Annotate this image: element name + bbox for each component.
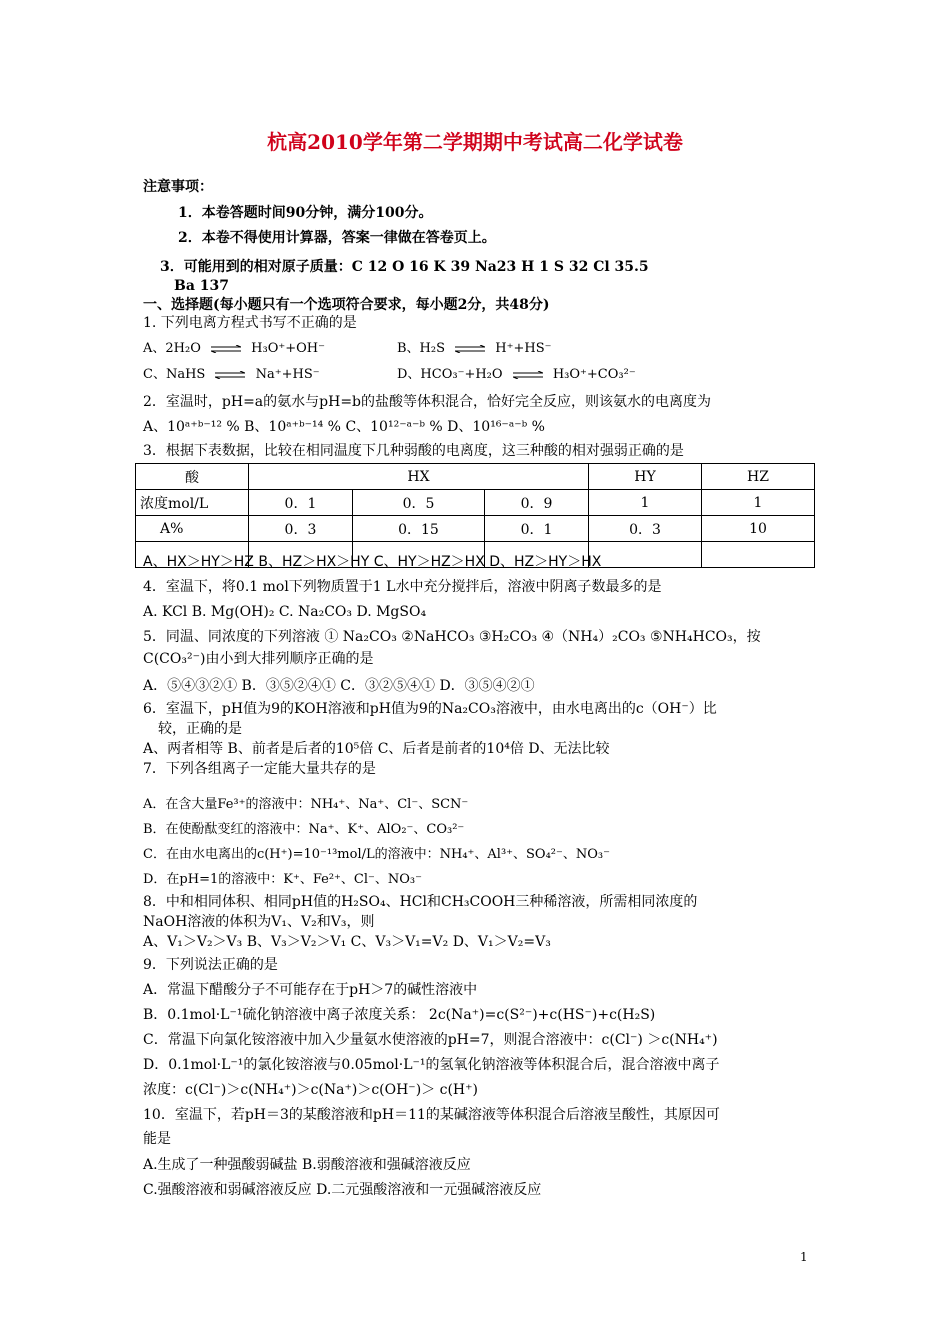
equilibrium-arrow-icon (211, 345, 241, 353)
table-cell: HZ (702, 464, 815, 490)
q4-stem: 4．室温下，将0.1 mol下列物质置于1 L水中充分搅拌后，溶液中阴离子数最多的是 (143, 579, 662, 595)
note-2: 2．本卷不得使用计算器，答案一律做在答卷页上。 (178, 230, 496, 246)
q8-stem-cont: NaOH溶液的体积为V₁、V₂和V₃，则 (143, 914, 375, 930)
q10-stem-cont: 能是 (143, 1131, 171, 1147)
q7-option-b: B．在使酚酞变红的溶液中：Na⁺、K⁺、AlO₂⁻、CO₃²⁻ (143, 822, 465, 837)
q10-options-cd: C.强酸溶液和弱碱溶液反应 D.二元强酸溶液和一元强碱溶液反应 (143, 1182, 542, 1198)
equilibrium-arrow-icon (513, 371, 543, 379)
q1-c-left: C、NaHS (143, 367, 206, 382)
notes-heading: 注意事项： (143, 179, 213, 195)
q10-options-ab: A.生成了一种强酸弱碱盐 B.弱酸溶液和强碱溶液反应 (143, 1157, 471, 1173)
q1-b-left: B、H₂S (397, 341, 446, 356)
q6-stem: 6．室温下，pH值为9的KOH溶液和pH值为9的Na₂CO₃溶液中，由水电离出的c（OH⁻）比 (143, 701, 717, 717)
q9-option-d: D．0.1mol·L⁻¹的氯化铵溶液与0.05mol·L⁻¹的氢氧化钠溶液等体积混合后，混合溶液中离子 (143, 1057, 720, 1073)
q6-options: A、两者相等 B、前者是后者的10⁵倍 C、后者是前者的10⁴倍 D、无法比较 (143, 741, 610, 757)
table-cell: 1 (702, 490, 815, 516)
q9-option-d-cont: 浓度：c(Cl⁻)＞c(NH₄⁺)＞c(Na⁺)＞c(OH⁻)＞ c(H⁺) (143, 1082, 478, 1098)
q5-stem: 5．同温、同浓度的下列溶液 ① Na₂CO₃ ②NaHCO₃ ③H₂CO₃ ④（NH₄）₂CO₃ ⑤NH₄HCO₃，按 (143, 629, 761, 645)
q7-stem: 7．下列各组离子一定能大量共存的是 (143, 761, 376, 777)
table-cell: HY (589, 464, 702, 490)
page-number: 1 (800, 1250, 808, 1264)
q1-a-left: A、2H₂O (143, 341, 201, 356)
q5-stem-cont: C(CO₃²⁻)由小到大排列顺序正确的是 (143, 651, 374, 667)
table-cell: 0．3 (589, 516, 702, 542)
table-cell: 0．3 (249, 516, 353, 542)
q10-stem: 10．室温下，若pH＝3的某酸溶液和pH＝11的某碱溶液等体积混合后溶液呈酸性，其原因可 (143, 1107, 720, 1123)
q1-a-right: H₃O⁺+OH⁻ (251, 341, 325, 356)
q2-options: A、10ᵃ⁺ᵇ⁻¹² % B、10ᵃ⁺ᵇ⁻¹⁴ % C、10¹²⁻ᵃ⁻ᵇ % D、10¹⁶⁻ᵃ⁻ᵇ % (143, 419, 545, 435)
table-cell: HX (249, 464, 589, 490)
q7-option-d: D．在pH=1的溶液中：K⁺、Fe²⁺、Cl⁻、NO₃⁻ (143, 872, 422, 887)
table-row (136, 490, 815, 516)
note-1: 1．本卷答题时间90分钟，满分100分。 (178, 205, 433, 221)
q2-stem: 2．室温时，pH=a的氨水与pH=b的盐酸等体积混合，恰好完全反应，则该氨水的电离度为 (143, 394, 712, 410)
q9-stem: 9．下列说法正确的是 (143, 957, 278, 973)
q6-stem-cont: 较，正确的是 (158, 721, 242, 737)
q1-b-right: H⁺+HS⁻ (495, 341, 552, 356)
section-heading: 一、选择题(每小题只有一个选项符合要求，每小题2分，共48分) (143, 297, 550, 313)
q9-option-b: B．0.1mol·L⁻¹硫化钠溶液中离子浓度关系： 2c(Na⁺)=c(S²⁻)+c(HS⁻)+c(H₂S) (143, 1007, 656, 1023)
q1-option-d (397, 366, 636, 384)
table-cell: A% (136, 516, 249, 542)
table-cell: 0．1 (485, 516, 589, 542)
q7-option-c: C．在由水电离出的c(H⁺)=10⁻¹³mol/L的溶液中：NH₄⁺、Al³⁺、SO₄²⁻、NO₃⁻ (143, 847, 610, 862)
q1-d-right: H₃O⁺+CO₃²⁻ (552, 367, 636, 382)
table-cell: 浓度mol/L (136, 490, 249, 516)
note-3: 3．可能用到的相对原子质量：C 12 O 16 K 39 Na23 H 1 S 32 Cl 35.5 (160, 259, 649, 275)
q9-option-c: C．常温下向氯化铵溶液中加入少量氨水使溶液的pH=7，则混合溶液中：c(Cl⁻) ＞c(NH₄⁺) (143, 1032, 718, 1048)
q5-options: A．⑤④③②① B．③⑤②④① C．③②⑤④① D．③⑤④②① (143, 678, 535, 694)
table-cell: 0．5 (352, 490, 484, 516)
q3-stem: 3．根据下表数据，比较在相同温度下几种弱酸的电离度，这三种酸的相对强弱正确的是 (143, 443, 684, 459)
table-cell: 0．1 (249, 490, 353, 516)
table-row (136, 464, 815, 490)
table-cell: 10 (702, 516, 815, 542)
table-cell: 1 (589, 490, 702, 516)
q3-options: A、HX＞HY＞HZ B、HZ＞HX＞HY C、HY＞HZ＞HX D、HZ＞HY＞HX (143, 554, 602, 570)
table-cell: 0．15 (352, 516, 484, 542)
q8-stem: 8．中和相同体积、相同pH值的H₂SO₄、HCl和CH₃COOH三种稀溶液，所需相同浓度的 (143, 894, 698, 910)
q1-option-b (397, 340, 552, 358)
table-row (136, 516, 815, 542)
note-3-cont: Ba 137 (174, 278, 230, 294)
q9-option-a: A．常温下醋酸分子不可能存在于pH＞7的碱性溶液中 (143, 982, 478, 998)
equilibrium-arrow-icon (215, 371, 245, 379)
q1-option-a (143, 340, 325, 358)
q1-stem: 1. 下列电离方程式书写不正确的是 (143, 315, 357, 331)
equilibrium-arrow-icon (455, 345, 485, 353)
q7-option-a: A．在含大量Fe³⁺的溶液中：NH₄⁺、Na⁺、Cl⁻、SCN⁻ (143, 797, 469, 812)
q1-option-c (143, 366, 320, 384)
q1-d-left: D、HCO₃⁻+H₂O (397, 367, 503, 382)
table-cell: 0．9 (485, 490, 589, 516)
table-cell: 酸 (136, 464, 249, 490)
q8-options: A、V₁＞V₂＞V₃ B、V₃＞V₂＞V₁ C、V₃＞V₁=V₂ D、V₁＞V₂=V₃ (143, 934, 551, 950)
q1-c-right: Na⁺+HS⁻ (255, 367, 320, 382)
exam-title: 杭高2010学年第二学期期中考试高二化学试卷 (267, 130, 683, 154)
q4-options: A. KCl B. Mg(OH)₂ C. Na₂CO₃ D. MgSO₄ (143, 604, 427, 620)
